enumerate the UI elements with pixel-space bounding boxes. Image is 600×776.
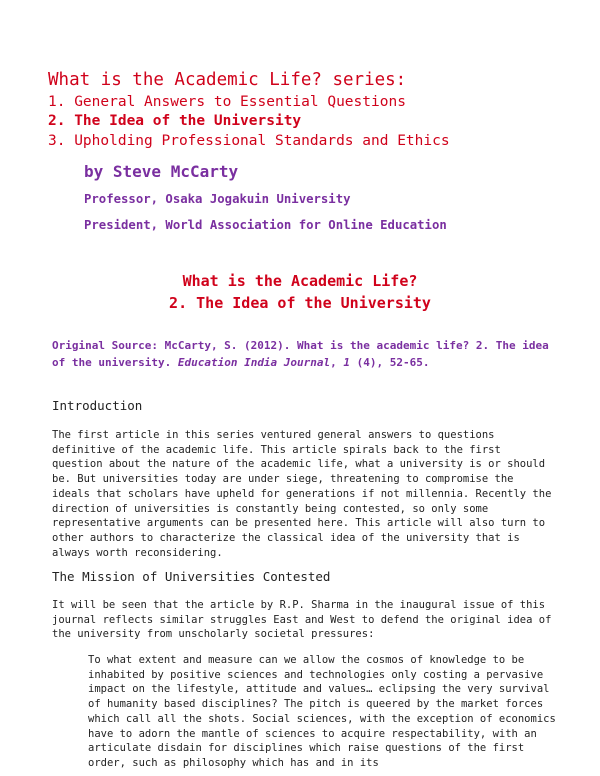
source-volume: 1 [343, 356, 351, 369]
source-prefix: Original Source: McCarty, S. (2012). What is the academic life? 2. The idea of the university. [52, 339, 549, 369]
original-source-citation [52, 337, 552, 371]
introduction-paragraph: The first article in this series ventured general answers to questions definitive of the academic life. This article spirals back to the first question about the nature of the academic life, what a university is or should be. But universities today are under siege, threatening to compromise the ideals that scholars have upheld for generations if not millennia. Recently the direction of universities is constantly being contested, so only some representative arguments can be presented here. This article will also turn to other authors to characterize the classical idea of the university that is always worth reconsidering. [52, 429, 552, 559]
author-byline: by Steve McCarty [84, 162, 239, 181]
section-heading-introduction: Introduction [52, 398, 143, 413]
author-affiliation-1: Professor, Osaka Jogakuin University [84, 192, 351, 206]
section-heading-mission: The Mission of Universities Contested [52, 569, 331, 584]
mission-paragraph: It will be seen that the article by R.P. Sharma in the inaugural issue of this journal reflects similar struggles East and West to defend the original idea of the university from unscholarly societal pressures: [52, 599, 552, 641]
series-title: What is the Academic Life? series: [48, 70, 407, 90]
series-item-3: 3. Upholding Professional Standards and Ethics [48, 133, 450, 149]
block-quote: To what extent and measure can we allow the cosmos of knowledge to be inhabited by positive sciences and technologies only costing a pervasive impact on the lifestyle, attitude and values… eclipsing the very survival of humanity based disciplines? The pitch is queered by the market forces which call all the shots. Social sciences, with the exception of economics have to adorn the mantle of sciences to acquire respectability, with an articulate disdain for disciplines which raise questions of the first order, such as philosophy which has and in its [88, 654, 556, 769]
series-item-2: 2. The Idea of the University [48, 113, 302, 129]
series-item-1: 1. General Answers to Essential Questions [48, 94, 406, 110]
article-title-line2: 2. The Idea of the University [169, 294, 431, 312]
author-affiliation-2: President, World Association for Online Education [84, 218, 447, 232]
source-journal: Education India Journal [177, 356, 331, 369]
source-mid: , [330, 356, 344, 369]
article-title-line1: What is the Academic Life? [182, 272, 418, 290]
source-suffix: (4), 52-65. [350, 356, 430, 369]
